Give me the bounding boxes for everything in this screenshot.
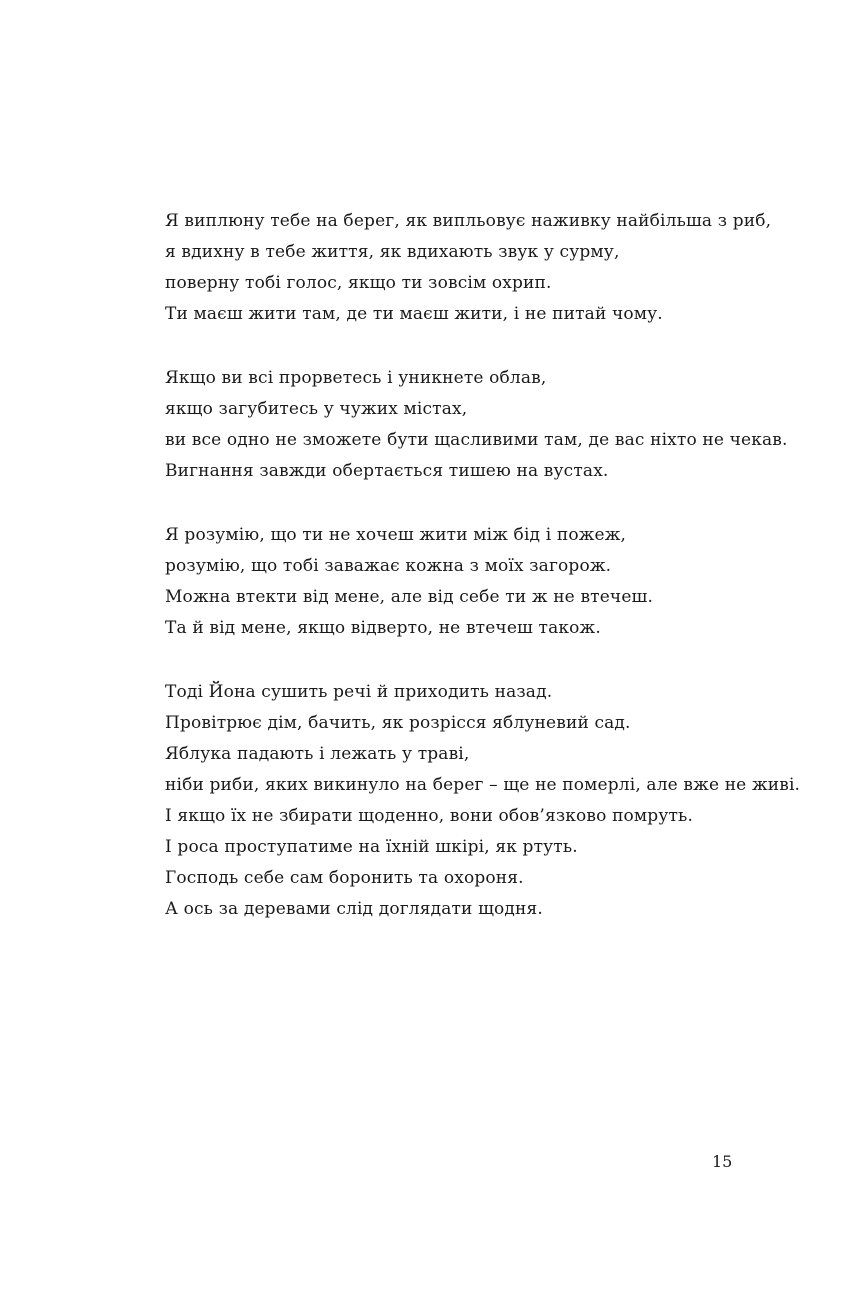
poem-text xyxy=(165,206,805,958)
stanza-2 xyxy=(165,363,805,487)
poem-line: Можна втекти від мене, але від себе ти ж не втечеш. xyxy=(165,587,654,607)
poem-line: розумію, що тобі заважає кожна з моїх загорож. xyxy=(165,556,612,576)
stanza-4 xyxy=(165,677,805,925)
poem-line: Яблука падають і лежать у траві, xyxy=(165,744,470,764)
poem-line: Тоді Йона сушить речі й приходить назад. xyxy=(165,682,553,702)
poem-line: Ти маєш жити там, де ти маєш жити, і не питай чому. xyxy=(165,304,663,324)
poem-line: І якщо їх не збирати щоденно, вони обов’язково помруть. xyxy=(165,806,694,826)
poem-line: Провітрює дім, бачить, як розрісся яблуневий сад. xyxy=(165,713,631,733)
poem-line: Я виплюну тебе на берег, як випльовує наживку найбільша з риб, xyxy=(165,211,772,231)
poem-line: я вдихну в тебе життя, як вдихають звук у сурму, xyxy=(165,242,620,262)
page-number: 15 xyxy=(712,1152,733,1171)
poem-line: Господь себе сам боронить та охороня. xyxy=(165,868,524,888)
poem-line: Я розумію, що ти не хочеш жити між бід і пожеж, xyxy=(165,525,627,545)
stanza-1 xyxy=(165,206,805,330)
stanza-3 xyxy=(165,520,805,644)
poem-line: Вигнання завжди обертається тишею на вустах. xyxy=(165,461,609,481)
poem-line: Якщо ви всі прорветесь і уникнете облав, xyxy=(165,368,547,388)
poem-line: поверну тобі голос, якщо ти зовсім охрип. xyxy=(165,273,552,293)
poem-line: ви все одно не зможете бути щасливими там, де вас ніхто не чекав. xyxy=(165,430,788,450)
poem-line: А ось за деревами слід доглядати щодня. xyxy=(165,899,543,919)
poem-line: І роса проступатиме на їхній шкірі, як ртуть. xyxy=(165,837,578,857)
poem-line: якщо загубитесь у чужих містах, xyxy=(165,399,468,419)
poem-line: Та й від мене, якщо відверто, не втечеш також. xyxy=(165,618,601,638)
poem-line: ніби риби, яких викинуло на берег – ще не померлі, але вже не живі. xyxy=(165,775,801,795)
